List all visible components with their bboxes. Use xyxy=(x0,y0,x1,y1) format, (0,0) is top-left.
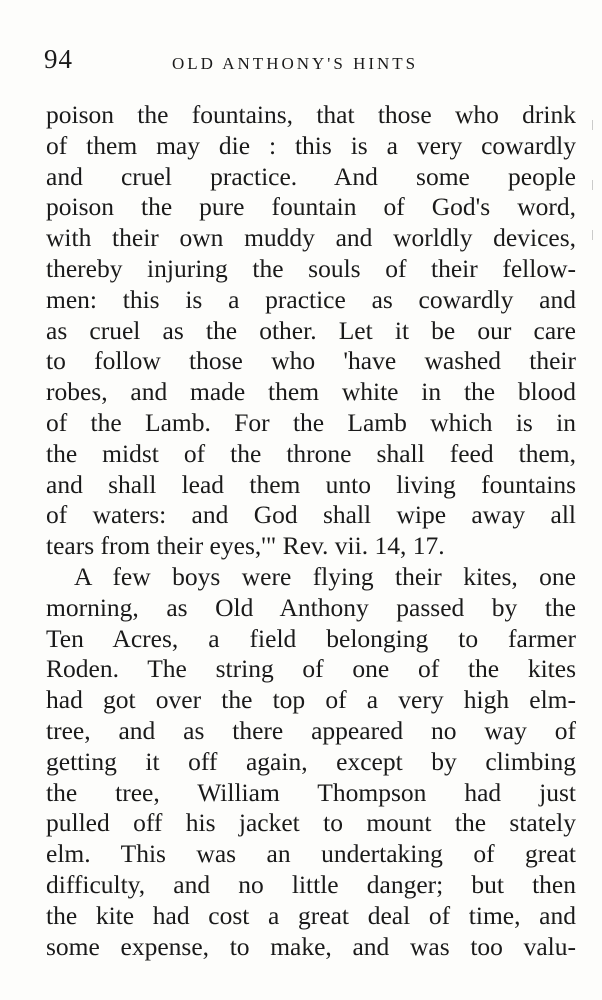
text-line: robes, and made them white in the blood xyxy=(46,377,576,407)
text-line: thereby injuring the souls of their fellow- xyxy=(46,253,576,283)
text-line: to follow those who 'have washed their xyxy=(46,346,576,376)
text-line: elm. This was an undertaking of great xyxy=(46,839,576,869)
body-text xyxy=(46,100,576,962)
paragraph-first-line: A few boys were flying their kites, one xyxy=(74,561,576,591)
print-edge-mark xyxy=(592,230,596,240)
text-line: of them may die : this is a very cowardly xyxy=(46,130,576,160)
page-header xyxy=(44,44,574,84)
page-number: 94 xyxy=(44,44,73,74)
text-line: poison the pure fountain of God's word, xyxy=(46,192,576,222)
text-line: had got over the top of a very high elm- xyxy=(46,685,576,715)
text-line: men: this is a practice as cowardly and xyxy=(46,284,576,314)
text-line: the kite had cost a great deal of time, and xyxy=(46,900,576,930)
text-line: and shall lead them unto living fountains xyxy=(46,469,576,499)
text-line: Roden. The string of one of the kites xyxy=(46,654,576,684)
text-line: and cruel practice. And some people xyxy=(46,161,576,191)
text-line: Ten Acres, a field belonging to farmer xyxy=(46,623,576,653)
print-edge-mark xyxy=(592,180,596,190)
text-line: tears from their eyes,'" Rev. vii. 14, 17. xyxy=(46,531,445,561)
text-line: with their own muddy and worldly devices, xyxy=(46,223,576,253)
text-line: pulled off his jacket to mount the stately xyxy=(46,808,576,838)
text-line: difficulty, and no little danger; but then xyxy=(46,869,576,899)
print-edge-mark xyxy=(592,120,596,130)
text-line: of the Lamb. For the Lamb which is in xyxy=(46,407,576,437)
text-line: poison the fountains, that those who drink xyxy=(46,100,576,129)
text-line: the tree, William Thompson had just xyxy=(46,777,576,807)
running-head: OLD ANTHONY'S HINTS xyxy=(172,54,419,73)
text-line: some expense, to make, and was too valu- xyxy=(46,931,576,961)
text-line: of waters: and God shall wipe away all xyxy=(46,500,576,530)
text-line: getting it off again, except by climbing xyxy=(46,746,576,776)
text-line: the midst of the throne shall feed them, xyxy=(46,438,576,468)
text-line: tree, and as there appeared no way of xyxy=(46,715,576,745)
text-line: as cruel as the other. Let it be our care xyxy=(46,315,576,345)
text-line: morning, as Old Anthony passed by the xyxy=(46,592,576,622)
